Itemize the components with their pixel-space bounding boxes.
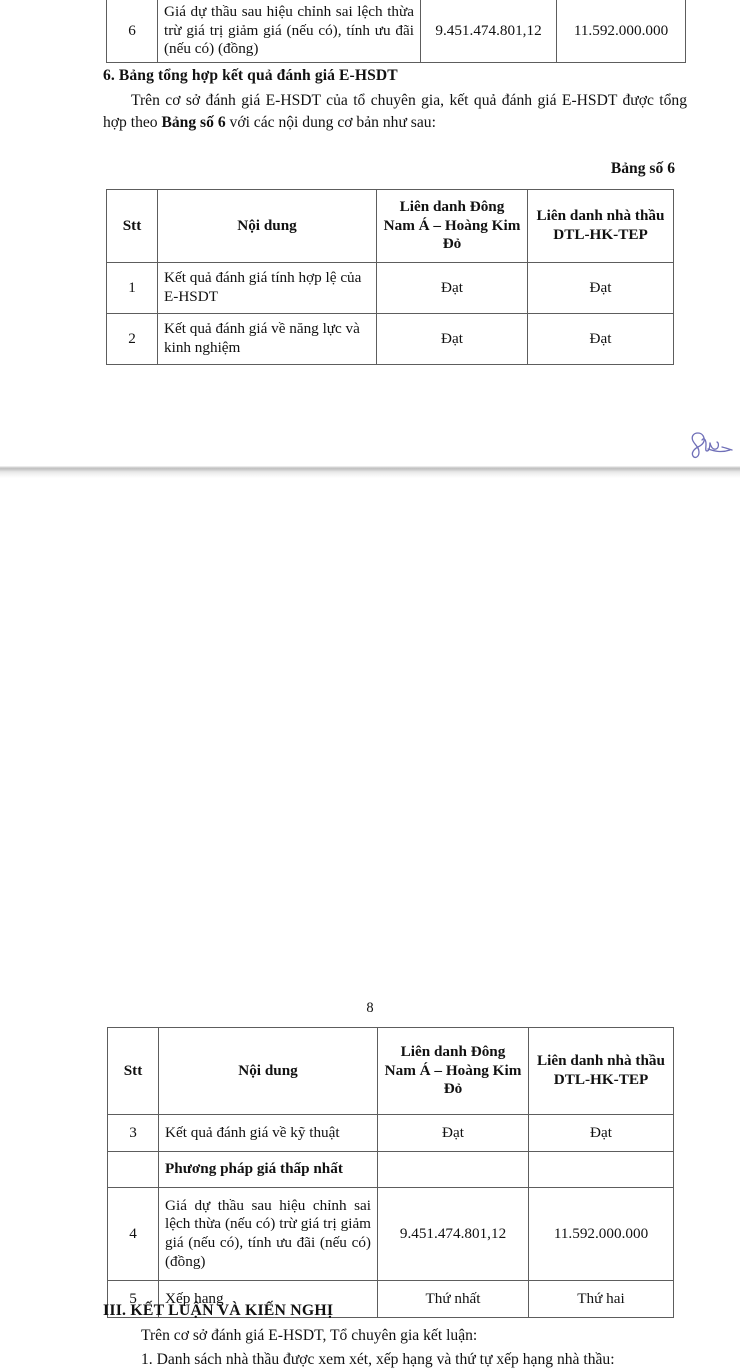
cell-stt: 5	[108, 1281, 159, 1318]
table-row	[107, 314, 674, 365]
table-row	[108, 1115, 674, 1152]
header-dtl-hk-tep: Liên danh nhà thầu DTL-HK-TEP	[528, 190, 674, 263]
cell-stt: 2	[107, 314, 158, 365]
cell-result-dtl-hk-tep: Đạt	[528, 314, 674, 365]
cell-content: Kết quả đánh giá tính hợp lệ của E-HSDT	[158, 263, 377, 314]
cell-content: Kết quả đánh giá về kỹ thuật	[159, 1115, 378, 1152]
cell-stt: 6	[107, 0, 158, 63]
document-page-top	[0, 0, 740, 466]
intro-paragraph-bold-ref: Bảng số 6	[161, 113, 226, 131]
section-heading-6: 6. Bảng tổng hợp kết quả đánh giá E-HSDT	[103, 67, 398, 84]
cell-content: Xếp hạng	[159, 1281, 378, 1318]
table-bang-so-6-continued	[107, 1027, 674, 1318]
conclusion-item-1: 1. Danh sách nhà thầu được xem xét, xếp hạng và thứ tự xếp hạng nhà thầu:	[141, 1351, 615, 1368]
cell-result-dtl-hk-tep: Đạt	[529, 1115, 674, 1152]
cell-rank-dtl-hk-tep: Thứ hai	[529, 1281, 674, 1318]
table-header-row	[107, 190, 674, 263]
cell-rank-dong-nam-a: Thứ nhất	[378, 1281, 529, 1318]
cell-value-dong-nam-a: 9.451.474.801,12	[378, 1188, 529, 1281]
cell-result-dong-nam-a: Đạt	[378, 1115, 529, 1152]
table-bang-so-6	[106, 189, 674, 365]
table-row	[107, 0, 686, 63]
cell-result-dong-nam-a: Đạt	[377, 314, 528, 365]
handwritten-signature-icon	[686, 428, 738, 464]
header-dong-nam-a: Liên danh Đông Nam Á – Hoàng Kim Đỏ	[378, 1028, 529, 1115]
header-noi-dung: Nội dung	[158, 190, 377, 263]
header-dtl-hk-tep: Liên danh nhà thầu DTL-HK-TEP	[529, 1028, 674, 1115]
cell-value-dtl-hk-tep: 11.592.000.000	[557, 0, 686, 63]
cell-stt	[108, 1152, 159, 1188]
cell-result-dong-nam-a: Đạt	[377, 263, 528, 314]
table-header-row	[108, 1028, 674, 1115]
page-separator	[0, 466, 740, 478]
cell-stt: 1	[107, 263, 158, 314]
conclusion-lead-text: Trên cơ sở đánh giá E-HSDT, Tổ chuyên gia kết luận:	[141, 1327, 478, 1344]
cell-stt: 4	[108, 1188, 159, 1281]
page-number: 8	[366, 1000, 374, 1016]
section-heading-iii: III. KẾT LUẬN VÀ KIẾN NGHỊ	[103, 1302, 334, 1319]
intro-paragraph-part1: Trên cơ sở đánh giá E-HSDT của tổ chuyên gia, kết quả đánh giá E-HSDT được tổng hợp theo	[103, 92, 687, 131]
cell-result-dtl-hk-tep: Đạt	[528, 263, 674, 314]
table-row	[107, 263, 674, 314]
cell-value-dong-nam-a: 9.451.474.801,12	[421, 0, 557, 63]
table-row	[108, 1188, 674, 1281]
cell-result-dtl-hk-tep	[529, 1152, 674, 1188]
document-page-bottom	[0, 478, 740, 1368]
cell-result-dong-nam-a	[378, 1152, 529, 1188]
header-stt: Stt	[108, 1028, 159, 1115]
header-dong-nam-a: Liên danh Đông Nam Á – Hoàng Kim Đỏ	[377, 190, 528, 263]
cell-content-method: Phương pháp giá thấp nhất	[159, 1152, 378, 1188]
table-caption-bang-so-6: Bảng số 6	[610, 160, 675, 177]
cell-content: Giá dự thầu sau hiệu chỉnh sai lệch thừa (nếu có) trừ giá trị giảm giá (nếu có), tính ưu đãi (nếu có) (đồng)	[159, 1188, 378, 1281]
table-row-method	[108, 1152, 674, 1188]
continued-table-row-6	[106, 0, 686, 63]
cell-content: Kết quả đánh giá về năng lực và kinh nghiệm	[158, 314, 377, 365]
cell-stt: 3	[108, 1115, 159, 1152]
header-noi-dung: Nội dung	[159, 1028, 378, 1115]
intro-paragraph-part2: với các nội dung cơ bản như sau:	[225, 113, 436, 131]
cell-content: Giá dự thầu sau hiệu chỉnh sai lệch thừa trừ giá trị giảm giá (nếu có), tính ưu đãi (nếu có) (đồng)	[158, 0, 421, 63]
header-stt: Stt	[107, 190, 158, 263]
intro-paragraph	[103, 90, 687, 134]
cell-value-dtl-hk-tep: 11.592.000.000	[529, 1188, 674, 1281]
